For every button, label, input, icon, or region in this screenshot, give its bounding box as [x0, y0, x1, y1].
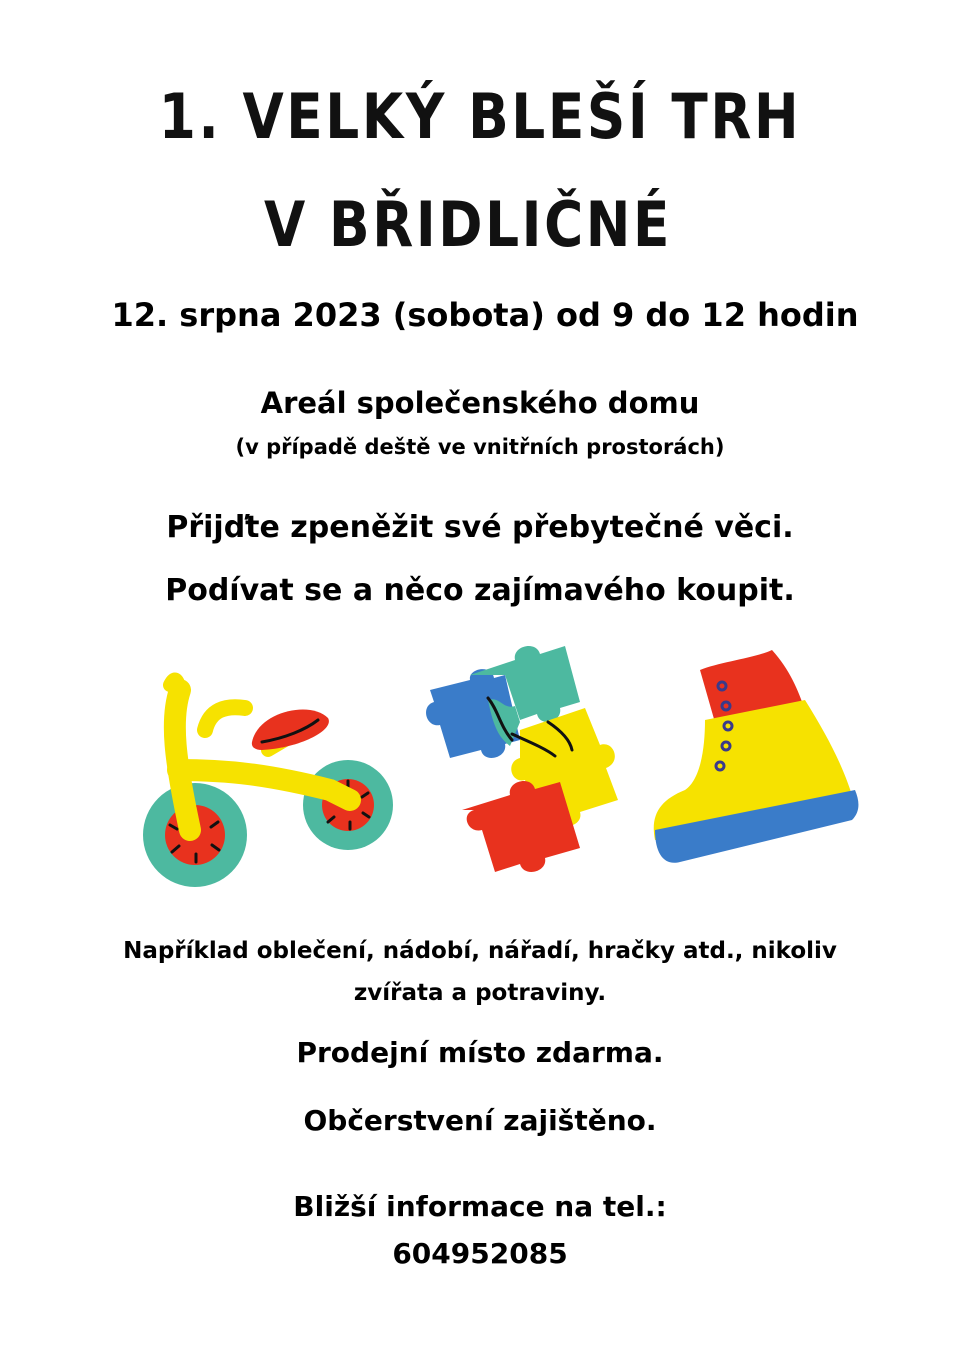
examples — [0, 930, 960, 1014]
balance-bike-icon — [143, 680, 393, 887]
phone-number[interactable]: 604952085 — [392, 1237, 568, 1270]
venue: Areál společenského domu — [260, 386, 700, 420]
invite-line-1: Přijďte zpeněžit své přebytečné věci. — [166, 510, 794, 545]
title-line-2: V BŘIDLIČNÉ — [263, 188, 672, 261]
examples-line-1: Například oblečení, nádobí, nářadí, hračky atd., nikoliv — [123, 938, 837, 964]
title-line-1: 1. VELKÝ BLEŠÍ TRH — [158, 80, 802, 153]
refreshments: Občerstvení zajištěno. — [303, 1104, 657, 1137]
boot-icon — [654, 650, 859, 863]
invite-line-2: Podívat se a něco zajímavého koupit. — [165, 573, 795, 608]
illustrations — [0, 630, 960, 920]
venue-note: (v případě deště ve vnitřních prostorách) — [235, 435, 725, 459]
event-date: 12. srpna 2023 (sobota) od 9 do 12 hodin — [111, 296, 859, 334]
free-stall: Prodejní místo zdarma. — [296, 1036, 664, 1069]
puzzle-pieces-icon — [426, 646, 618, 872]
examples-line-2: zvířata a potraviny. — [353, 980, 607, 1006]
info-label: Bližší informace na tel.: — [293, 1190, 667, 1223]
